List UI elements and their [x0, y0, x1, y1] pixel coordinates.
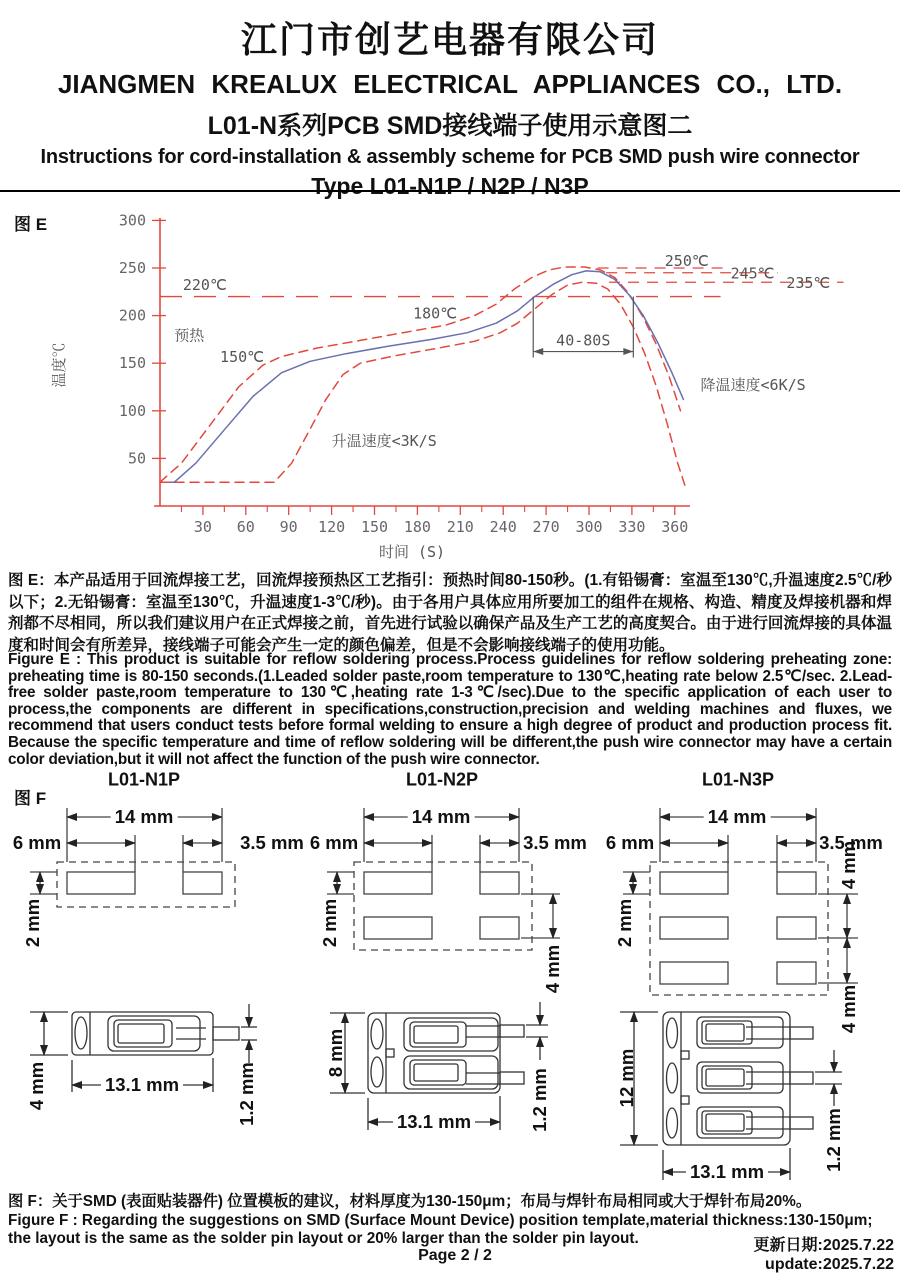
svg-text:60: 60	[236, 518, 255, 536]
n1p-dim-body-length: 13.1 mm	[101, 1076, 183, 1095]
n3p-dim-pad-height: 2 mm	[613, 898, 635, 948]
n1p-dim-pad-left: 6 mm	[12, 831, 62, 853]
variant-title-n3p: L01-N3P	[701, 769, 775, 790]
n2p-dim-pad-height: 2 mm	[318, 898, 340, 948]
svg-text:150: 150	[118, 354, 146, 373]
svg-text:200: 200	[118, 306, 146, 325]
svg-text:30: 30	[193, 518, 212, 536]
svg-text:330: 330	[618, 518, 646, 536]
svg-text:120: 120	[318, 518, 346, 536]
n3p-dim-overall: 14 mm	[704, 808, 771, 827]
n1p-dim-body-height: 4 mm	[25, 1061, 47, 1111]
figure-e-paragraph-cn: 图 E：本产品适用于回流焊接工艺，回流焊接预热区工艺指引：预热时间80-150秒。(1.有铅锡膏：室温至130℃,升温速度2.5℃/秒以下；2.无铅锡膏：室温至130℃，升温速度1-3℃/秒)。由于各用户具体应用所要加工的组件在规格、构造、精度及焊接机器和焊剂都不尽相同，所以我们建议用户在正式焊接之前，首先进行试验以确保产品及生产工艺的高度契合。由于进行回流焊接的具体温度和时间会有所差异，接线端子可能会产生一定的颜色偏差，但是不会影响接线端子的使用功能。	[8, 572, 892, 654]
figure-f-note-cn: 图 F：关于SMD (表面贴装器件) 位置模板的建议，材料厚度为130-150μm；布局与焊针布局相同或大于焊针布局20%。	[8, 1193, 812, 1210]
subtitle-cn: L01-N系列PCB SMD接线端子使用示意图二	[207, 112, 693, 140]
page-number: Page 2 / 2	[418, 1247, 492, 1264]
subtitle-en: Instructions for cord-installation & assembly scheme for PCB SMD push wire connector	[40, 146, 860, 168]
n2p-dim-pin-width: 1.2 mm	[528, 1068, 550, 1132]
reflow-profile-chart	[0, 205, 900, 565]
company-name-en: JIANGMEN KREALUX ELECTRICAL APPLIANCES CO., LTD.	[57, 69, 843, 99]
svg-text:150℃: 150℃	[220, 348, 265, 367]
n2p-dim-overall: 14 mm	[408, 808, 475, 827]
company-name-cn: 江门市创艺电器有限公司	[240, 19, 659, 60]
svg-text:235℃: 235℃	[786, 273, 831, 292]
svg-text:时间 (S): 时间 (S)	[378, 543, 446, 561]
n2p-dim-row-pitch: 4 mm	[541, 944, 563, 994]
header-divider	[0, 190, 900, 192]
n3p-dim-pad-left: 6 mm	[605, 831, 655, 853]
n3p-connector-drawing	[615, 1012, 842, 1180]
n3p-dim-pin-width: 1.2 mm	[822, 1108, 844, 1172]
svg-text:40-80S: 40-80S	[556, 331, 611, 350]
n2p-dim-body-length: 13.1 mm	[393, 1113, 475, 1132]
header	[0, 0, 900, 200]
variant-title-n1p: L01-N1P	[107, 769, 181, 790]
n3p-dim-pad-right: 3.5 mm	[819, 831, 883, 853]
svg-text:180℃: 180℃	[413, 304, 458, 323]
n2p-dim-pad-right: 3.5 mm	[523, 831, 587, 853]
n2p-pad-template	[327, 808, 560, 950]
svg-text:降温速度<6K/S: 降温速度<6K/S	[700, 375, 806, 394]
svg-text:250: 250	[118, 259, 146, 277]
figure-f-label: 图 F	[14, 789, 47, 808]
update-dates	[753, 1236, 894, 1274]
figure-f-note-en: Figure F : Regarding the suggestions on SMD (Surface Mount Device) position template,material thickness:130-150μm; the layout is the same as the solder pin layout or 20% larger than the solder pin layout.	[8, 1212, 873, 1247]
svg-text:100: 100	[118, 401, 146, 420]
figure-e-paragraph-en: Figure E : This product is suitable for reflow soldering process.Process guidelines for reflow soldering preheating zone: preheating time is 80-150 seconds.(1.Leaded solder paste,room temperature to 130℃,heating rate below 2.5℃/sec. 2.Lead-free solder paste,room temperature to 130℃,heating rate 1-3℃/sec).Due to the specific application of each user to process,the components are different in specifications,construction,precision and welding machines and fluxes, we recommend that users conduct tests before formal welding to ensure a high degree of product and production process fit. Because the specific temperature and time of reflow soldering will be different,the push wire connector may have a certain color deviation,but it will not affect the function of the push wire connector.	[8, 651, 892, 768]
svg-text:180: 180	[403, 518, 431, 536]
n2p-dim-body-height: 8 mm	[324, 1028, 346, 1078]
type-line: Type L01-N1P / N2P / N3P	[311, 173, 589, 199]
svg-text:220℃: 220℃	[182, 275, 227, 294]
n1p-dim-pad-height: 2 mm	[21, 898, 43, 948]
n3p-dim-row-pitch-2: 4 mm	[837, 984, 859, 1034]
figure-f-section	[0, 770, 900, 1190]
svg-text:360: 360	[661, 518, 689, 536]
n2p-dim-pad-left: 6 mm	[309, 831, 359, 853]
update-date-en: update:2025.7.22	[765, 1256, 894, 1273]
svg-text:250℃: 250℃	[664, 252, 709, 271]
svg-text:300: 300	[118, 211, 146, 230]
svg-text:300: 300	[575, 518, 603, 536]
n1p-dim-overall: 14 mm	[111, 808, 178, 827]
svg-text:270: 270	[532, 518, 560, 536]
n3p-dim-body-height: 12 mm	[615, 1048, 637, 1108]
n1p-dim-pad-right: 3.5 mm	[240, 831, 304, 853]
svg-text:温度℃: 温度℃	[50, 342, 68, 388]
svg-text:240: 240	[489, 518, 517, 536]
n1p-dim-pin-width: 1.2 mm	[235, 1062, 257, 1126]
svg-text:升温速度<3K/S: 升温速度<3K/S	[331, 432, 437, 451]
svg-text:150: 150	[360, 518, 389, 536]
svg-text:90: 90	[279, 518, 298, 536]
n3p-dim-row-pitch-1: 4 mm	[837, 840, 859, 890]
variant-title-n2p: L01-N2P	[405, 769, 479, 790]
figure-e-label: 图 E	[14, 215, 48, 234]
svg-text:210: 210	[446, 518, 474, 536]
svg-text:50: 50	[127, 449, 146, 468]
svg-text:预热: 预热	[174, 326, 205, 345]
svg-text:245℃: 245℃	[730, 264, 775, 283]
n3p-dim-body-length: 13.1 mm	[686, 1163, 768, 1182]
update-date-cn: 更新日期:2025.7.22	[753, 1237, 894, 1254]
